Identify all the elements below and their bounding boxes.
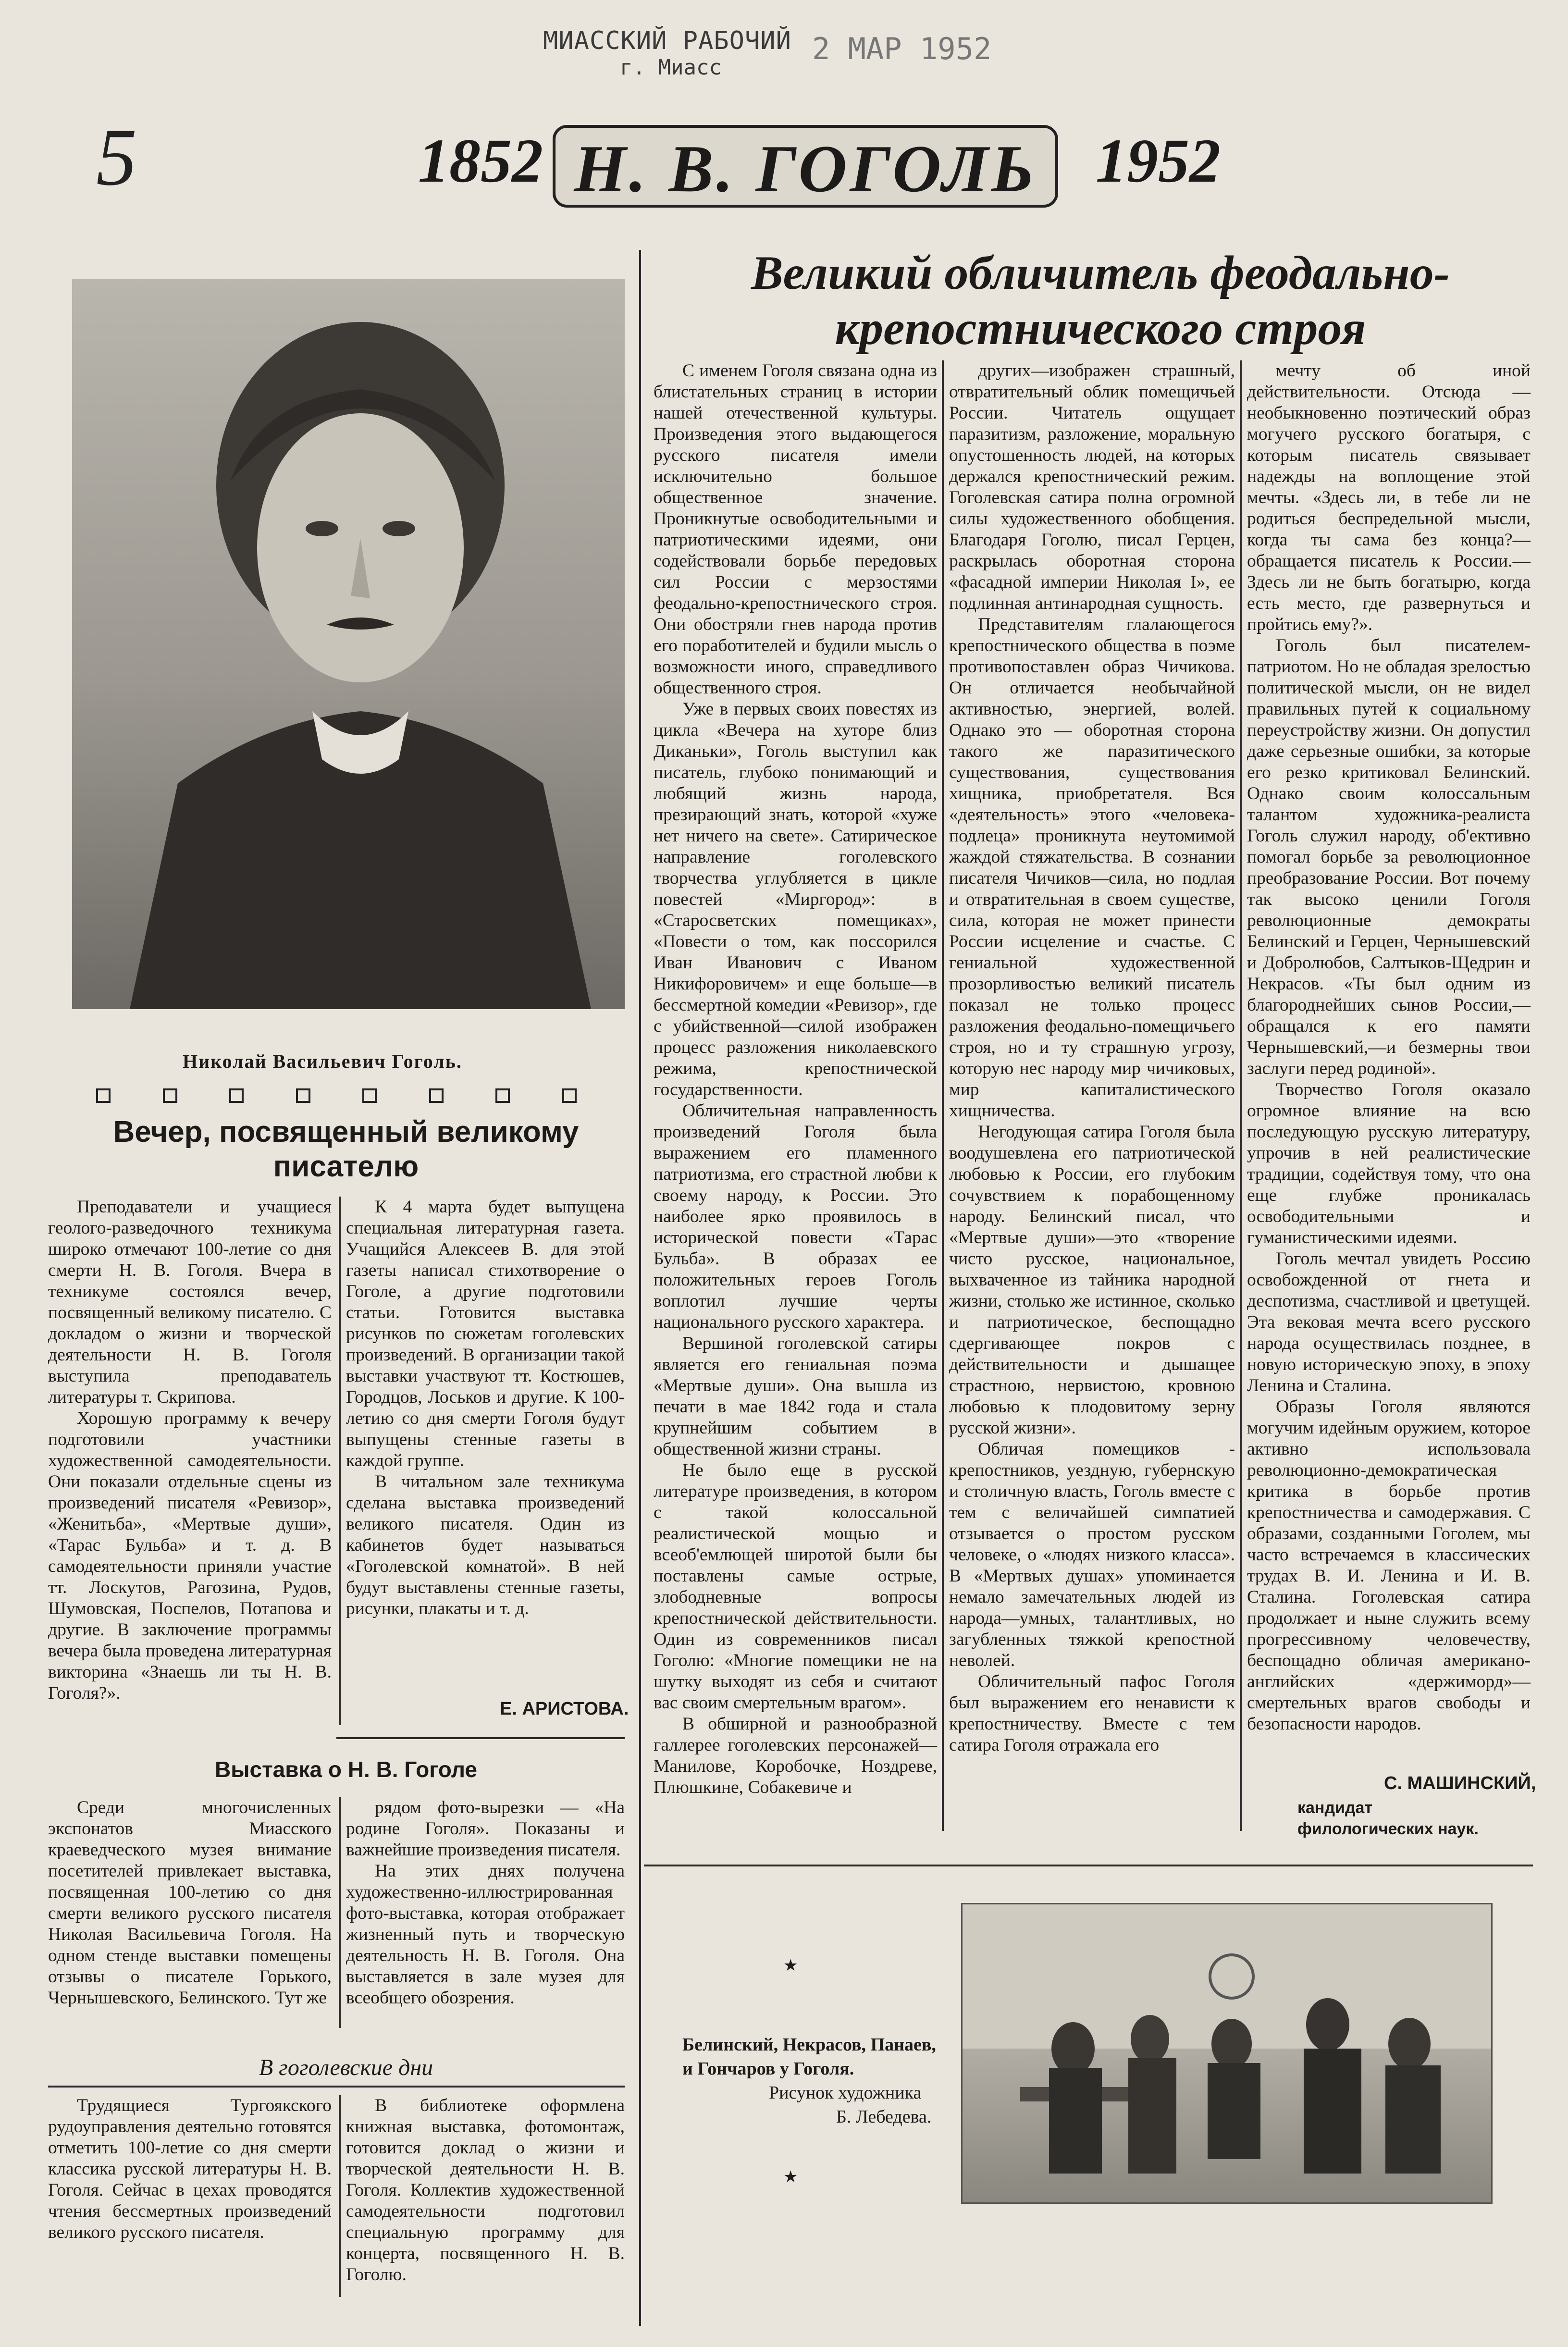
gogol-days-paragraph: В библиотеке оформлена книжная выставка, фотомонтаж, готовится доклад о жизни и творческой деятельности Н. В. Гоголя. Коллектив художественной самодеятельности подготовил специальную программу для концерта, посвященного Н. В. Гоголю. xyxy=(346,2096,625,2285)
gogol-days-paragraph: Трудящиеся Тургоякского рудоуправления деятельно готовятся отметить 100-летие со дня смерти классика русской литературы Н. В. Гоголя. Сейчас в цехах проводятся чтения бессмертных произведений великого русского писателя. xyxy=(48,2096,332,2242)
banner-year-right: 1952 xyxy=(1096,126,1221,196)
group-drawing-art xyxy=(963,1904,1491,2202)
main-paragraph: В обширной и разнообразной галлерее гоголевских персонажей—Манилове, Коробочке, Ноздреве, Плюшкине, Собакевиче и xyxy=(654,1714,937,1797)
main-col-2 xyxy=(949,360,1235,1756)
gogol-portrait xyxy=(72,279,625,1009)
main-paragraph: Гоголь был писателем-патриотом. Но не обладая зрелостью политической мысли, он не видел правильных путей к социальному переустройству жизни. Он допустил даже серьезные ошибки, за которые его резко критиковал Белинский. Однако своим колоссальным талантом художника-реалиста Гоголь служил народу, об'ективно помогал борьбе за революционное преобразование России. Вот почему так высоко ценили Гоголя революционные демократы Белинский и Герцен, Чернышевский и Добролюбов, Салтыков-Щедрин и Некрасов. «Ты был одним из благороднейших сынов России,—обращался к его памяти Чернышевский,—и безмерны твои заслуги перед родиной». xyxy=(1247,636,1531,1078)
exhibition-title: Выставка о Н. В. Гоголе xyxy=(215,1757,477,1782)
section-rule xyxy=(48,2086,625,2088)
gogol-days-col-1 xyxy=(48,2095,332,2243)
portrait-drawing xyxy=(72,279,625,1009)
drawing-credit-line-1: Рисунок художника xyxy=(769,2083,922,2103)
column-divider xyxy=(339,1197,341,1725)
main-paragraph: Обличительный пафос Гоголя был выражением его ненависти к крепостничеству. Вместе с тем сатира Гоголя отражала его xyxy=(949,1672,1235,1755)
column-divider xyxy=(339,1797,341,2028)
stamp-city: г. Миасс xyxy=(620,55,722,80)
column-divider xyxy=(1240,360,1242,1831)
main-article-title xyxy=(668,245,1533,356)
group-drawing xyxy=(961,1903,1493,2204)
evening-paragraph: Преподаватели и учащиеся геолого-разведочного техникума широко отмечают 100-летие со дня смерти Н. В. Гоголя. Вчера в техникуме состоялся вечер, посвященный великому писателю. С докладом о жизни и творческой деятельности Н. В. Гоголя выступила преподаватель литературы т. Скрипова. xyxy=(48,1197,332,1407)
main-paragraph: Уже в первых своих повестях из цикла «Вечера на хуторе близ Диканьки», Гоголь выступил как писатель, глубоко понимающий и любящий жизнь народа, презирающий знать, которой «хуже нет ничего на свете». Сатирическое направление гоголевского творчества углубляется в цикле повестей «Миргород»: в «Старосветских помещиках», «Повести о том, как поссорился Иван Иванович с Иваном Никифоровичем» и еще больше—в бессмертной комедии «Ревизор», где с убийственной—силой изображен процесс разложения николаевского режима, крепостнической государственности. xyxy=(654,699,937,1099)
exhibition-paragraph: Среди многочисленных экспонатов Миасского краеведческого музея внимание посетителей привлекает выставка, посвященная 100-летию со дня смерти великого русского писателя Николая Васильевича Гоголя. На одном стенде выставки помещены отзывы о писателе Горького, Чернышевского, Белинского. Тут же xyxy=(48,1798,332,2008)
evening-col-1 xyxy=(48,1197,332,1704)
main-col-1 xyxy=(654,360,937,1798)
drawing-caption xyxy=(682,2033,951,2129)
banner-name: Н. В. ГОГОЛЬ xyxy=(574,132,1037,206)
page-number: 5 xyxy=(96,112,137,202)
gogol-days-title: В гоголевские дни xyxy=(259,2055,433,2080)
decorative-squares xyxy=(96,1088,577,1103)
main-signature: С. МАШИНСКИЙ, xyxy=(1384,1773,1536,1793)
evening-title: Вечер, посвященный великому писателю xyxy=(113,1115,579,1183)
evening-paragraph: Хорошую программу к вечеру подготовили участники художественной самодеятельности. Они показали отдельные сцены из произведений писателя «Ревизор», «Женитьба», «Мертвые души», «Тарас Бульба» и т. д. В самодеятельности приняли участие тт. Лоскутов, Рагозина, Рудов, Шумовская, Поспелов, Потапова и другие. В заключение программы вечера была проведена литературная викторина «Знаешь ли ты Н. В. Гоголя?». xyxy=(48,1408,332,1703)
main-paragraph: Обличительная направленность произведений Гоголя была выражением его пламенного патриотизма, его страстной любви к своему народу, к России. Это наиболее ярко проявилось в исторической повести «Тарас Бульба». В образах ее положительных героев Гоголь воплотил лучшие черты национального русского характера. xyxy=(654,1101,937,1332)
gogol-days-col-2 xyxy=(346,2095,625,2285)
evening-col-2 xyxy=(346,1197,625,1619)
portrait-caption: Николай Васильевич Гоголь. xyxy=(183,1050,462,1072)
drawing-caption-line-2: и Гончаров у Гоголя. xyxy=(682,2059,854,2079)
section-rule xyxy=(336,1737,625,1739)
column-divider xyxy=(339,2095,341,2297)
main-paragraph: Творчество Гоголя оказало огромное влияние на всю последующую русскую литературу, упрочив в ней реалистические традиции, содействуя тому, что она еще глубже проникалась освободительными и гуманистическими идеями. xyxy=(1247,1080,1531,1248)
main-paragraph: Обличая помещиков - крепостников, уездную, губернскую и столичную власть, Гоголь вместе с тем с величайшей симпатией отзывается о простом русском человеке, о «людях низкого класса». В «Мертвых душах» упоминается немало замечательных людей из народа—умных, талантливых, но загубленных тяжкой крепостной неволей. xyxy=(949,1439,1235,1670)
section-rule xyxy=(644,1865,1533,1866)
main-paragraph: Не было еще в русской литературе произведения, в котором с такой колоссальной реалистической мощью и всеоб'емлющей широтой были бы поставлены самые острые, злободневные вопросы крепостнической действительности. Один из современников писал Гоголю: «Многие помещики не на шутку выходят из себя и считают вас своим смертельным врагом». xyxy=(654,1460,937,1713)
main-paragraph: Гоголь мечтал увидеть Россию освобожденной от гнета и деспотизма, счастливой и цветущей. Эта вековая мечта всего русского народа осуществилась позднее, в новую историческую эпоху, в эпоху Ленина и Сталина. xyxy=(1247,1249,1531,1396)
main-title-line-2: крепостнического строя xyxy=(835,301,1366,355)
stamp-date: 2 МАР 1952 xyxy=(812,31,992,66)
stamp-paper-name: МИАССКИЙ РАБОЧИЙ xyxy=(543,26,791,55)
main-paragraph: Представителям глалающегося крепостнического общества в поэме противопоставлен образ Чичикова. Он отличается необычайной активностью, энергией, волей. Однако это — оборотная сторона такого же паразитического существования, существования хищника, приобретателя. Вся «деятельность» этого «человека-подлеца» проникнута неутомимой жаждой стяжательства. В сознании писателя Чичиков—сила, но подлая и отвратительная в своем существе, сила, которая не может принести России исцеление и счастье. С гениальной художественной прозорливостью великий писатель показал не только процесс разложения феодально-помещичьего строя, но и ту страшную угрозу, которую нес народу мир чичиковых, мир капиталистического хищничества. xyxy=(949,615,1235,1121)
star-icon: ★ xyxy=(783,2168,798,2186)
drawing-caption-line-1: Белинский, Некрасов, Панаев, xyxy=(682,2035,936,2055)
banner-year-left: 1852 xyxy=(418,126,543,196)
main-paragraph: мечту об иной действительности. Отсюда — необыкновенно поэтический образ могучего русского богатыря, с которым писатель связывает надежды на воплощение этой мечты. «Здесь ли, в тебе ли не родиться беспредельной мысли, когда ты сама без конца?—обращается писатель к России.—Здесь ли не быть богатырю, когда есть место, где развернуться и пройтись ему?». xyxy=(1247,361,1531,634)
main-title-line-1: Великий обличитель феодально- xyxy=(751,246,1450,299)
column-divider xyxy=(942,360,944,1831)
drawing-credit-line-2: Б. Лебедева. xyxy=(836,2107,932,2127)
archive-stamp xyxy=(543,26,1014,80)
main-signature-title: кандидат филологических наук. xyxy=(1297,1799,1479,1838)
main-paragraph: Вершиной гоголевской сатиры является его гениальная поэма «Мертвые души». Она вышла из печати в мае 1842 года и стала крупнейшим событием в общественной жизни страны. xyxy=(654,1334,937,1459)
exhibition-paragraph: рядом фото-вырезки — «На родине Гоголя». Показаны и важнейшие произведения писателя. xyxy=(346,1798,625,1860)
main-paragraph: Образы Гоголя являются могучим идейным оружием, которое активно использовала революционно-демократическая критика в борьбе против крепостничества и самодержавия. С образами, созданными Гоголем, мы часто встречаемся в классических трудах В. И. Ленина и И. В. Сталина. Гоголевская сатира продолжает и ныне служить всему прогрессивному человечеству, беспощадно обличая американо-английских «держиморд»—смертельных врагов свободы и безопасности народов. xyxy=(1247,1397,1531,1734)
main-paragraph: Негодующая сатира Гоголя была воодушевлена его патриотической любовью к России, его глубоким сочувствием к порабощенному народу. Белинский писал, что «Мертвые души»—это «творение чисто русское, национальное, выхваченное из тайника народной жизни, столько же истинное, сколько и патриотическое, беспощадно сдергивающее покров с действительности и дышащее страстною, нервистою, кровною любовью к плодовитому зерну русской жизни». xyxy=(949,1122,1235,1438)
exhibition-col-1 xyxy=(48,1797,332,2009)
page-divider xyxy=(639,250,641,2326)
evening-paragraph: К 4 марта будет выпущена специальная литературная газета. Учащийся Алексеев В. для этой газеты написал стихотворение о Гоголе, а другие подготовили статьи. Готовится выставка рисунков по сюжетам гоголевских произведений. В организации такой выставки участвуют тт. Костюшев, Городцов, Лоськов и другие. К 100-летию со дня смерти Гоголя будут выпущены стенные газеты в каждой группе. xyxy=(346,1197,625,1470)
banner-scroll xyxy=(553,125,1058,208)
anniversary-banner xyxy=(394,115,1221,216)
evening-paragraph: В читальном зале техникума сделана выставка произведений великого писателя. Один из кабинетов будет называться «Гоголевской комнатой». В ней будут выставлены стенные газеты, рисунки, плакаты и т. д. xyxy=(346,1472,625,1618)
main-paragraph: С именем Гоголя связана одна из блистательных страниц в истории нашей отечественной культуры. Произведения этого выдающегося русского писателя имели исключительно большое общественное значение. Проникнутые освободительными и патриотическими идеями, они содействовали борьбе передовых сил России с мерзостями феодально-крепостнического строя. Они обостряли гнев народа против его поработителей и будили мысль о возможности иного, справедливого общественного строя. xyxy=(654,361,937,698)
star-icon: ★ xyxy=(783,1957,798,1975)
main-col-3 xyxy=(1247,360,1531,1735)
evening-signature: Е. АРИСТОВА. xyxy=(500,1699,629,1719)
exhibition-col-2 xyxy=(346,1797,625,2009)
exhibition-paragraph: На этих днях получена художественно-иллюстрированная фото-выставка, которая отображает жизненный путь и творческую деятельность Н. В. Гоголя. Она выставляется в зале музея для всеобщего обозрения. xyxy=(346,1861,625,2008)
main-paragraph: других—изображен страшный, отвратительный облик помещичьей России. Читатель ощущает паразитизм, разложение, моральную опустошенность людей, на которых держался крепостнический режим. Гоголевская сатира полна огромной силы художественного обобщения. Благодаря Гоголю, писал Герцен, раскрылась оборотная сторона «фасадной империи Николая I», ее подлинная антинародная сущность. xyxy=(949,361,1235,613)
